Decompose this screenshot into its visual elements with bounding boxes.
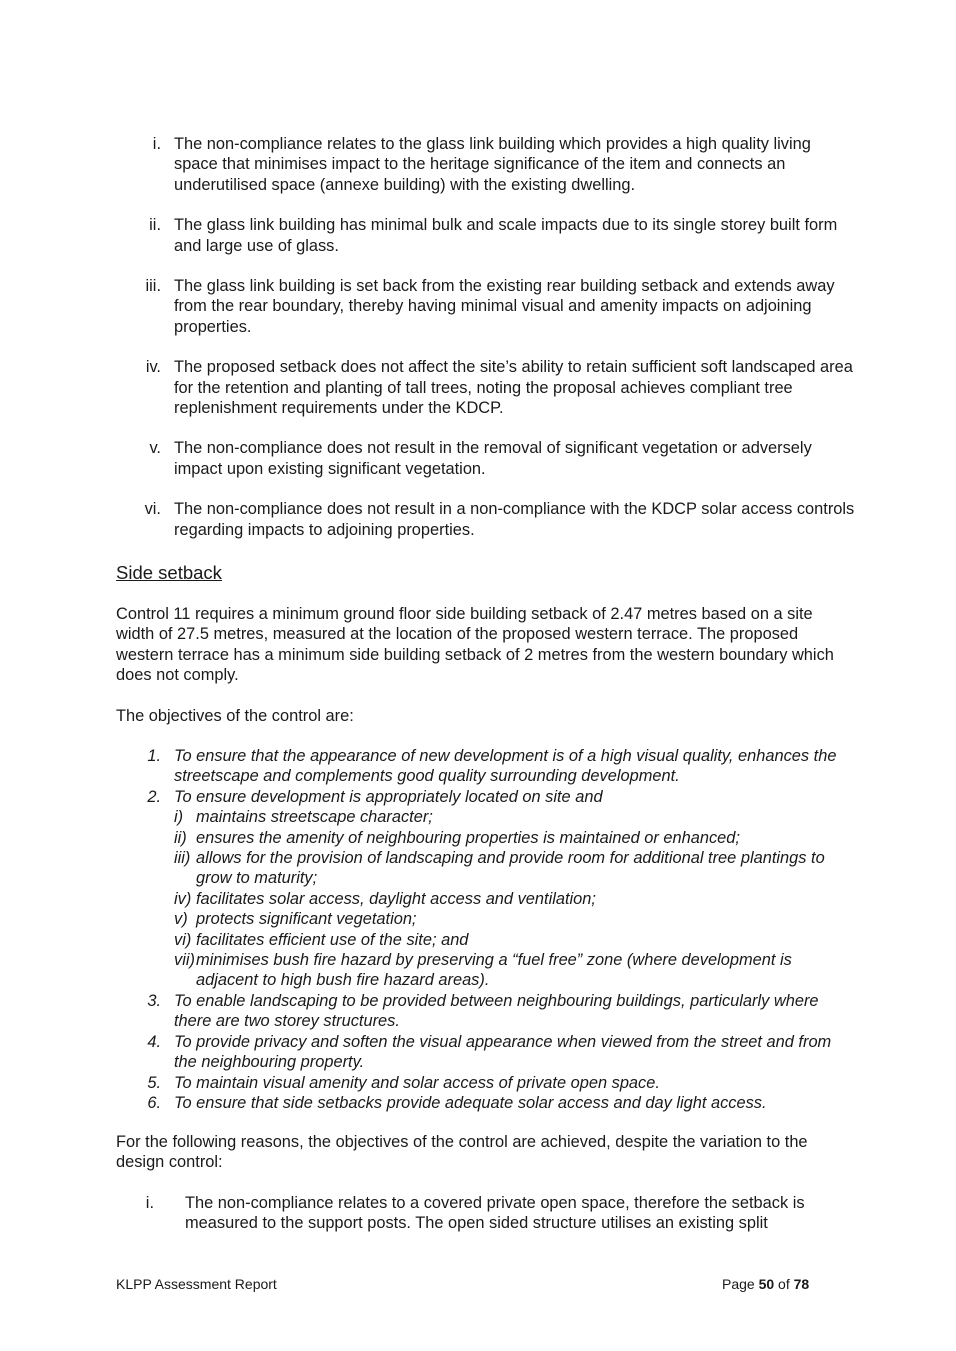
section-heading: Side setback	[116, 562, 222, 583]
list-text: The non-compliance does not result in the removal of significant vegetation or adversely impact upon existing significant vegetation.	[174, 439, 812, 478]
objective-number: 4.	[147, 1032, 161, 1051]
sub-item	[174, 848, 856, 889]
sub-text: facilitates efficient use of the site; and	[196, 930, 469, 949]
list-text: The glass link building is set back from the existing rear building setback and extends away from the rear boundary, thereby having minimal visual and amenity impacts on adjoining properties.	[174, 277, 835, 336]
reasons-list	[116, 134, 856, 560]
list-text: The glass link building has minimal bulk and scale impacts due to its single storey built form and large use of glass.	[174, 216, 838, 255]
list-number: vi.	[144, 500, 161, 519]
objective-text: To ensure development is appropriately located on site and	[174, 787, 603, 806]
list-number: i.	[145, 1194, 154, 1212]
list-item	[116, 1193, 856, 1234]
sub-item	[174, 950, 856, 991]
objective-text: To enable landscaping to be provided between neighbouring buildings, particularly where there are two storey structures.	[174, 991, 819, 1031]
objective-item	[116, 1032, 856, 1073]
objective-text: To ensure that the appearance of new development is of a high visual quality, enhances the streetscape and complements good quality surrounding development.	[174, 747, 837, 786]
sub-text: ensures the amenity of neighbouring properties is maintained or enhanced;	[196, 828, 740, 847]
objective-item	[116, 991, 856, 1032]
list-number: iii.	[145, 277, 161, 296]
list-item	[116, 438, 856, 479]
sub-number: iv)	[174, 889, 192, 908]
list-item	[116, 499, 856, 540]
objective-item	[116, 746, 856, 787]
list-text: The non-compliance relates to a covered private open space, therefore the setback is measured to the support posts. The open sided structure utilises an existing split	[185, 1194, 805, 1233]
list-item	[116, 276, 856, 337]
sub-item	[174, 930, 856, 950]
reasons-list-2	[116, 1193, 856, 1254]
sub-item	[174, 828, 856, 848]
sub-text: allows for the provision of landscaping and provide room for additional tree plantings to grow to maturity;	[196, 849, 825, 888]
list-item	[116, 134, 856, 195]
page-current: 50	[758, 1276, 775, 1292]
sub-text: protects significant vegetation;	[196, 910, 417, 929]
footer-page-number	[722, 1276, 809, 1292]
objective-number: 6.	[147, 1093, 161, 1112]
sub-text: facilitates solar access, daylight access and ventilation;	[196, 889, 596, 908]
objective-text: To provide privacy and soften the visual appearance when viewed from the street and from the neighbouring property.	[174, 1032, 832, 1072]
sub-item	[174, 909, 856, 929]
sub-text: maintains streetscape character;	[196, 808, 433, 827]
objective-text: To maintain visual amenity and solar access of private open space.	[174, 1073, 660, 1092]
objective-item	[116, 787, 856, 991]
list-number: ii.	[149, 216, 161, 235]
page-total: 78	[793, 1276, 810, 1292]
list-text: The non-compliance does not result in a non-compliance with the KDCP solar access controls regarding impacts to adjoining properties.	[174, 500, 855, 539]
objective-number: 2.	[147, 787, 161, 806]
page-of: of	[774, 1276, 794, 1292]
objective-item	[116, 1093, 856, 1113]
control-paragraph: Control 11 requires a minimum ground floor side building setback of 2.47 metres based on a site width of 27.5 metres, measured at the location of the proposed western terrace. The proposed western terrace has a minimum side building setback of 2 metres from the western boundary which does not comply.	[116, 605, 834, 685]
list-number: v.	[149, 439, 161, 458]
objective-item	[116, 1073, 856, 1093]
following-reasons-paragraph: For the following reasons, the objectives of the control are achieved, despite the variation to the design control:	[116, 1133, 808, 1172]
objective-number: 5.	[147, 1073, 161, 1092]
footer-report-title: KLPP Assessment Report	[116, 1276, 277, 1292]
objective-text: To ensure that side setbacks provide adequate solar access and day light access.	[174, 1093, 767, 1112]
list-number: iv.	[145, 358, 161, 377]
list-item	[116, 215, 856, 256]
page-prefix: Page	[722, 1276, 759, 1292]
objective-number: 3.	[147, 991, 161, 1010]
objective-number: 1.	[147, 747, 161, 765]
sub-number: ii)	[174, 828, 187, 847]
list-number: i.	[152, 135, 161, 153]
list-text: The non-compliance relates to the glass link building which provides a high quality living space that minimises impact to the heritage significance of the item and connects an underutilised space (annexe building) with the existing dwelling.	[174, 135, 811, 194]
sub-number: i)	[174, 808, 184, 827]
list-text: The proposed setback does not affect the site’s ability to retain sufficient soft landscaped area for the retention and planting of tall trees, noting the proposal achieves compliant tree replenishment requirements under the KDCP.	[174, 358, 853, 418]
sub-number: v)	[174, 910, 188, 929]
objectives-intro: The objectives of the control are:	[116, 707, 354, 725]
sub-item	[174, 807, 856, 827]
list-item	[116, 357, 856, 418]
objective-sublist	[174, 807, 856, 991]
sub-number: vi)	[174, 930, 192, 949]
sub-number: iii)	[174, 849, 191, 868]
sub-text: minimises bush fire hazard by preserving a “fuel free” zone (where development is adjacent to high bush fire hazard areas).	[196, 951, 792, 990]
sub-number: vii)	[174, 951, 195, 970]
objectives-list	[116, 746, 856, 1113]
sub-item	[174, 889, 856, 909]
